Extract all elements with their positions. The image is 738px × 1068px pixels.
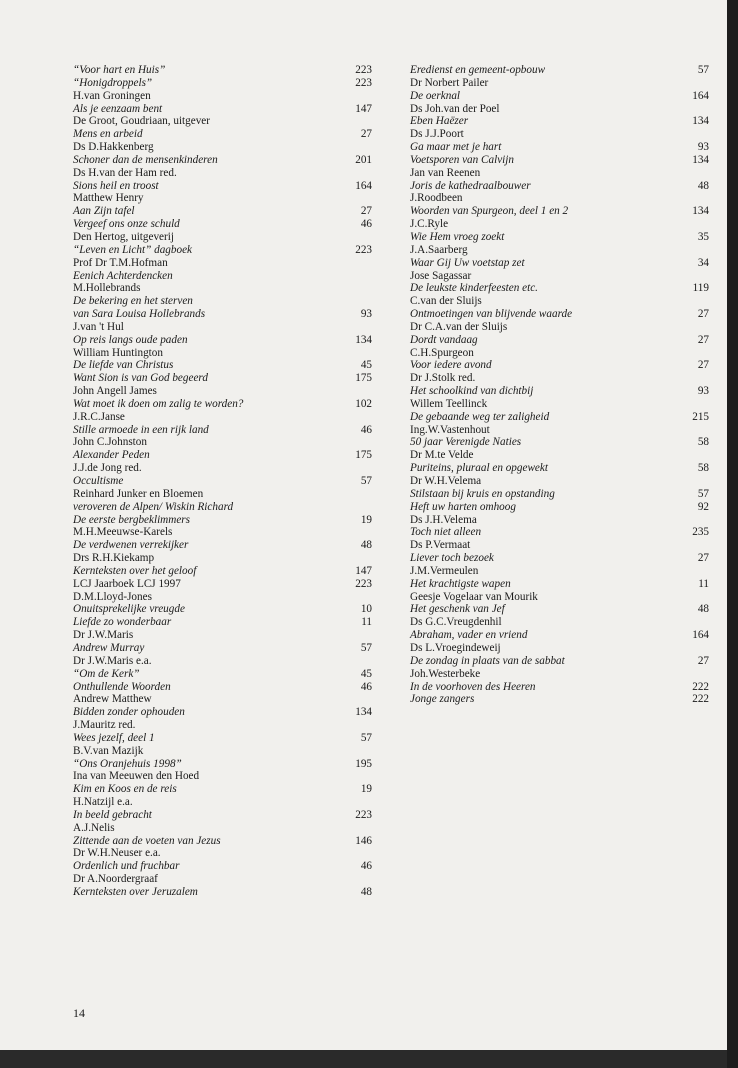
author-entry — [73, 436, 372, 449]
author-entry — [410, 77, 709, 90]
page-reference: 34 — [697, 256, 709, 269]
page-reference: 46 — [360, 423, 372, 436]
author-entry — [410, 616, 709, 629]
author-entry — [410, 475, 709, 488]
book-title-entry — [73, 681, 372, 694]
page-reference: 147 — [355, 564, 372, 577]
book-title: 50 jaar Verenigde Naties — [410, 436, 522, 449]
author-entry — [410, 591, 709, 604]
author-entry — [410, 244, 709, 257]
page-reference: 223 — [355, 243, 372, 256]
book-title-entry — [73, 539, 372, 552]
author-name: Dr J.W.Maris — [73, 629, 134, 642]
book-title: Want Sion is van God begeerd — [73, 372, 208, 385]
author-entry — [410, 398, 709, 411]
book-title-entry — [410, 552, 709, 565]
author-name: Ing.W.Vastenhout — [410, 423, 490, 436]
book-title-entry — [73, 783, 372, 796]
book-title: Wie Hem vroeg zoekt — [410, 230, 505, 243]
page-reference: 222 — [692, 680, 709, 693]
book-title: “Leven en Licht” dagboek — [73, 243, 193, 256]
book-title: De leukste kinderfeesten etc. — [410, 282, 538, 295]
author-entry — [73, 552, 372, 565]
page-edge-shadow — [727, 0, 738, 1068]
author-name: Reinhard Junker en Bloemen — [73, 487, 204, 500]
book-title: Het schoolkind van dichtbij — [410, 385, 534, 398]
author-name: Dr W.H.Neuser e.a. — [73, 847, 161, 860]
book-title-entry — [410, 462, 709, 475]
book-title-entry — [410, 693, 709, 706]
page-reference: 27 — [360, 128, 372, 141]
author-name: H.van Groningen — [73, 89, 151, 102]
author-name: De Groot, Goudriaan, uitgever — [73, 115, 211, 128]
book-title: Liever toch bezoek — [410, 552, 494, 565]
author-entry — [73, 347, 372, 360]
author-name: B.V.van Mazijk — [73, 744, 144, 757]
author-entry — [73, 385, 372, 398]
author-name: Dr Norbert Pailer — [410, 76, 489, 89]
book-title: Liefde zo wonderbaar — [73, 616, 172, 629]
book-title-entry — [410, 231, 709, 244]
book-title: Onuitsprekelijke vreugde — [73, 603, 185, 616]
page-reference: 119 — [692, 282, 709, 295]
book-title-entry — [73, 860, 372, 873]
book-title-entry — [73, 475, 372, 488]
page-reference: 164 — [355, 179, 372, 192]
author-entry — [73, 770, 372, 783]
page-reference: 48 — [360, 886, 372, 898]
page-reference: 45 — [360, 667, 372, 680]
book-title-entry — [73, 205, 372, 218]
author-entry — [410, 270, 709, 283]
book-title: Kernteksten over Jeruzalem — [73, 886, 198, 898]
author-name: Ds J.H.Velema — [410, 513, 477, 526]
author-name: Willem Teellinck — [410, 397, 488, 410]
page-reference: 93 — [697, 385, 709, 398]
page-reference: 134 — [692, 115, 709, 128]
book-title: “Om de Kerk” — [73, 667, 140, 680]
author-entry — [73, 115, 372, 128]
author-entry — [410, 372, 709, 385]
book-title-entry — [73, 809, 372, 822]
author-entry — [73, 822, 372, 835]
page-reference: 215 — [692, 410, 709, 423]
book-title-entry — [73, 154, 372, 167]
author-name: Dr A.Noordergraaf — [73, 873, 158, 886]
book-title-entry — [73, 334, 372, 347]
page-reference: 134 — [692, 205, 709, 218]
page-reference: 57 — [360, 731, 372, 744]
page-reference: 27 — [697, 552, 709, 565]
book-title-entry — [73, 642, 372, 655]
author-name: H.Natzijl e.a. — [73, 796, 133, 809]
book-title: “Ons Oranjehuis 1998” — [73, 757, 182, 770]
page-reference: 45 — [360, 359, 372, 372]
book-title: De eerste bergbeklimmers — [73, 513, 191, 526]
book-title: In de voorhoven des Heeren — [410, 680, 536, 693]
book-title-entry — [73, 244, 372, 257]
page-reference: 223 — [355, 577, 372, 590]
book-title-entry — [73, 398, 372, 411]
author-name: C.H.Spurgeon — [410, 346, 474, 359]
author-name: Geesje Vogelaar van Mourik — [410, 590, 538, 603]
book-title-entry — [410, 681, 709, 694]
author-entry — [73, 141, 372, 154]
author-name: Drs R.H.Kiekamp — [73, 552, 155, 565]
author-entry — [410, 128, 709, 141]
author-name: Ds P.Vermaat — [410, 539, 471, 552]
author-entry — [73, 847, 372, 860]
book-title: De verdwenen verrekijker — [73, 539, 189, 552]
book-title: Als je eenzaam bent — [73, 102, 163, 115]
author-entry — [410, 642, 709, 655]
book-title: Ordenlich und fruchbar — [73, 860, 180, 873]
author-entry — [73, 167, 372, 180]
book-title-entry — [73, 616, 372, 629]
author-entry — [410, 321, 709, 334]
book-title-entry — [73, 128, 372, 141]
author-entry — [73, 578, 372, 591]
book-title-entry — [410, 629, 709, 642]
author-name: Prof Dr T.M.Hofman — [73, 256, 168, 269]
book-title: Eenich Achterdencken — [73, 269, 173, 282]
author-entry — [73, 488, 372, 501]
book-title-entry — [410, 578, 709, 591]
author-name: Dr J.Stolk red. — [410, 372, 476, 385]
author-entry — [73, 411, 372, 424]
book-title: Eben Haëzer — [410, 115, 469, 128]
page-reference: 223 — [355, 808, 372, 821]
book-title: Vergeef ons onze schuld — [73, 218, 180, 231]
author-name: Dr C.A.van der Sluijs — [410, 320, 508, 333]
book-title: Occultisme — [73, 475, 124, 487]
book-title-entry — [410, 141, 709, 154]
book-title: Onthullende Woorden — [73, 680, 171, 693]
book-title-entry — [410, 359, 709, 372]
book-title-entry — [73, 706, 372, 719]
book-title: “Honigdroppels” — [73, 76, 153, 89]
book-title-entry — [73, 835, 372, 848]
author-entry — [73, 90, 372, 103]
book-title: Ga maar met je hart — [410, 141, 502, 154]
author-name: Jan van Reenen — [410, 166, 481, 179]
book-title: De bekering en het sterven — [73, 295, 193, 308]
author-name: J.Mauritz red. — [73, 719, 136, 732]
author-entry — [410, 192, 709, 205]
author-entry — [410, 167, 709, 180]
book-title: Het geschenk van Jef — [410, 603, 505, 616]
book-title-entry — [410, 334, 709, 347]
author-entry — [73, 796, 372, 809]
book-title: Ontmoetingen van blijvende waarde — [410, 308, 573, 321]
author-name: M.H.Meeuwse-Karels — [73, 526, 173, 539]
author-entry — [73, 282, 372, 295]
page-reference: 58 — [697, 462, 709, 475]
page-reference: 201 — [355, 153, 372, 166]
book-title-entry — [73, 886, 372, 899]
page-reference: 134 — [355, 333, 372, 346]
author-name: William Huntington — [73, 346, 163, 359]
page-reference: 134 — [355, 706, 372, 719]
author-name: J.van 't Hul — [73, 320, 124, 333]
book-title: Joris de kathedraalbouwer — [410, 179, 531, 192]
page-reference: 46 — [360, 860, 372, 873]
page-reference: 11 — [361, 616, 372, 629]
book-title: Waar Gij Uw voetstap zet — [410, 256, 525, 269]
page-reference: 48 — [697, 179, 709, 192]
book-title-entry — [73, 308, 372, 321]
author-entry — [410, 539, 709, 552]
author-name: J.A.Saarberg — [410, 243, 468, 256]
book-title: Stille armoede in een rijk land — [73, 423, 209, 436]
author-entry — [73, 321, 372, 334]
book-title: Kim en Koos en de reis — [73, 783, 177, 796]
author-name: LCJ Jaarboek LCJ 1997 — [73, 577, 181, 590]
author-name: J.M.Vermeulen — [410, 564, 479, 577]
page-reference: 27 — [360, 205, 372, 218]
book-title: Bidden zonder ophouden — [73, 706, 185, 719]
book-title-entry — [73, 565, 372, 578]
page-reference: 175 — [355, 449, 372, 462]
book-title: Op reis langs oude paden — [73, 333, 188, 346]
page-reference: 102 — [355, 397, 372, 410]
author-entry — [73, 719, 372, 732]
page-reference: 175 — [355, 372, 372, 385]
author-name: D.M.Lloyd-Jones — [73, 590, 152, 603]
author-entry — [73, 526, 372, 539]
page-reference: 134 — [692, 153, 709, 166]
page-reference: 27 — [697, 359, 709, 372]
page-reference: 195 — [355, 757, 372, 770]
author-name: Dr W.H.Velema — [410, 475, 482, 487]
book-title-entry — [410, 501, 709, 514]
book-title-entry — [73, 732, 372, 745]
book-title: Aan Zijn tafel — [73, 205, 135, 218]
book-title: Wees jezelf, deel 1 — [73, 731, 155, 744]
book-title-entry — [410, 205, 709, 218]
page-reference: 27 — [697, 308, 709, 321]
author-entry — [410, 449, 709, 462]
book-title: In beeld gebracht — [73, 808, 152, 821]
author-name: J.R.C.Janse — [73, 410, 125, 423]
book-title-entry — [73, 758, 372, 771]
book-title: Andrew Murray — [73, 641, 145, 654]
author-name: Jose Sagassar — [410, 269, 472, 282]
book-title-entry — [73, 77, 372, 90]
book-title-entry — [73, 64, 372, 77]
book-title-entry — [73, 668, 372, 681]
page-reference: 46 — [360, 218, 372, 231]
book-title: Alexander Peden — [73, 449, 150, 462]
book-title-entry — [410, 385, 709, 398]
author-name: Ina van Meeuwen den Hoed — [73, 770, 200, 783]
book-title-entry — [410, 115, 709, 128]
author-name: Ds D.Hakkenberg — [73, 141, 154, 154]
page-reference: 92 — [697, 500, 709, 513]
page-reference: 19 — [360, 783, 372, 796]
book-title: Voetsporen van Calvijn — [410, 153, 514, 166]
page-reference: 57 — [697, 64, 709, 76]
book-title-entry — [73, 359, 372, 372]
author-name: M.Hollebrands — [73, 282, 141, 295]
author-name: J.C.Ryle — [410, 218, 449, 231]
book-title: “Voor hart en Huis” — [73, 64, 166, 76]
page-reference: 57 — [697, 487, 709, 500]
book-title: Heft uw harten omhoog — [410, 500, 516, 513]
book-title-entry — [410, 154, 709, 167]
page-reference: 48 — [697, 603, 709, 616]
book-title-entry — [410, 603, 709, 616]
author-name: J.J.de Jong red. — [73, 462, 142, 475]
book-title: De gebaande weg ter zaligheid — [410, 410, 550, 423]
book-title: Eredienst en gemeent-opbouw — [410, 64, 546, 76]
page-reference: 57 — [360, 641, 372, 654]
book-title-entry — [410, 308, 709, 321]
book-title: Puriteins, pluraal en opgewekt — [410, 462, 548, 475]
author-entry — [73, 231, 372, 244]
page-reference: 35 — [697, 230, 709, 243]
book-title-entry — [410, 282, 709, 295]
book-title: Jonge zangers — [410, 693, 475, 706]
author-entry — [73, 462, 372, 475]
book-title-entry — [410, 90, 709, 103]
page-reference: 223 — [355, 76, 372, 89]
book-title: Het krachtigste wapen — [410, 577, 511, 590]
book-title: van Sara Louisa Hollebrands — [73, 308, 206, 321]
author-name: Dr M.te Velde — [410, 449, 474, 462]
book-title: Mens en arbeid — [73, 128, 143, 141]
page-reference: 11 — [698, 577, 709, 590]
book-title: Wat moet ik doen om zalig te worden? — [73, 397, 244, 410]
author-name: John C.Johnston — [73, 436, 147, 449]
page-reference: 164 — [692, 629, 709, 642]
book-title-entry — [410, 488, 709, 501]
book-title-entry — [73, 270, 372, 283]
author-entry — [410, 424, 709, 437]
author-name: C.van der Sluijs — [410, 295, 482, 308]
author-name: Matthew Henry — [73, 192, 144, 205]
author-entry — [73, 192, 372, 205]
author-name: A.J.Nelis — [73, 821, 115, 834]
author-entry — [73, 257, 372, 270]
left-column — [73, 64, 372, 899]
book-title: Schoner dan de mensenkinderen — [73, 153, 218, 166]
author-entry — [73, 873, 372, 886]
book-title: Zittende aan de voeten van Jezus — [73, 834, 221, 847]
author-entry — [73, 591, 372, 604]
book-title: Toch niet alleen — [410, 526, 482, 539]
book-title-entry — [410, 526, 709, 539]
book-title-entry — [73, 218, 372, 231]
book-title: De liefde van Christus — [73, 359, 174, 372]
book-title-entry — [73, 449, 372, 462]
book-title-entry — [410, 257, 709, 270]
author-name: J.Roodbeen — [410, 192, 463, 205]
book-title-entry — [410, 436, 709, 449]
book-title-entry — [73, 295, 372, 308]
page-reference: 57 — [360, 475, 372, 487]
page-reference: 93 — [697, 141, 709, 154]
author-entry — [73, 693, 372, 706]
page-reference: 164 — [692, 89, 709, 102]
book-title: Sions heil en troost — [73, 179, 159, 192]
book-title-entry — [410, 180, 709, 193]
book-title: Stilstaan bij kruis en opstanding — [410, 487, 555, 500]
author-name: Dr J.W.Maris e.a. — [73, 654, 152, 667]
author-entry — [73, 629, 372, 642]
book-title: De zondag in plaats van de sabbat — [410, 654, 565, 667]
page-number: 14 — [73, 1006, 85, 1020]
page-reference: 235 — [692, 526, 709, 539]
book-title-entry — [73, 180, 372, 193]
author-name: Ds G.C.Vreugdenhil — [410, 616, 502, 629]
book-title: veroveren de Alpen/ Wiskin Richard — [73, 500, 234, 513]
page-reference: 27 — [697, 333, 709, 346]
author-entry — [410, 668, 709, 681]
author-name: Ds Joh.van der Poel — [410, 102, 500, 115]
book-title: Abraham, vader en vriend — [410, 629, 528, 642]
page-reference: 19 — [360, 513, 372, 526]
book-title-entry — [73, 603, 372, 616]
book-title-entry — [73, 501, 372, 514]
page-reference: 58 — [697, 436, 709, 449]
book-title-entry — [410, 64, 709, 77]
author-entry — [410, 347, 709, 360]
page-reference: 27 — [697, 654, 709, 667]
page-reference: 46 — [360, 680, 372, 693]
right-column — [410, 64, 709, 706]
book-title-entry — [73, 103, 372, 116]
book-title-entry — [410, 655, 709, 668]
page-reference: 48 — [360, 539, 372, 552]
author-name: Joh.Westerbeke — [410, 667, 481, 680]
page-reference: 146 — [355, 834, 372, 847]
author-name: Den Hertog, uitgeverij — [73, 230, 174, 243]
page-reference: 222 — [692, 693, 709, 706]
page-reference: 93 — [360, 308, 372, 321]
author-entry — [410, 218, 709, 231]
book-title: Woorden van Spurgeon, deel 1 en 2 — [410, 205, 569, 218]
author-name: Ds L.Vroegindeweij — [410, 641, 501, 654]
book-title: Kernteksten over het geloof — [73, 564, 197, 577]
book-title: Dordt vandaag — [410, 333, 478, 346]
author-name: Andrew Matthew — [73, 693, 152, 706]
author-name: Ds H.van der Ham red. — [73, 166, 177, 179]
book-title-entry — [73, 424, 372, 437]
author-name: John Angell James — [73, 385, 157, 398]
page-reference: 223 — [355, 64, 372, 76]
page-reference: 147 — [355, 102, 372, 115]
book-title-entry — [410, 411, 709, 424]
author-entry — [73, 655, 372, 668]
author-entry — [410, 565, 709, 578]
author-entry — [73, 745, 372, 758]
author-entry — [410, 295, 709, 308]
book-title: De oerknal — [410, 89, 461, 102]
author-entry — [410, 514, 709, 527]
author-name: Ds J.J.Poort — [410, 128, 464, 141]
author-entry — [410, 103, 709, 116]
book-title: Voor iedere avond — [410, 359, 492, 372]
page-reference: 10 — [360, 603, 372, 616]
book-title-entry — [73, 372, 372, 385]
book-title-entry — [73, 514, 372, 527]
